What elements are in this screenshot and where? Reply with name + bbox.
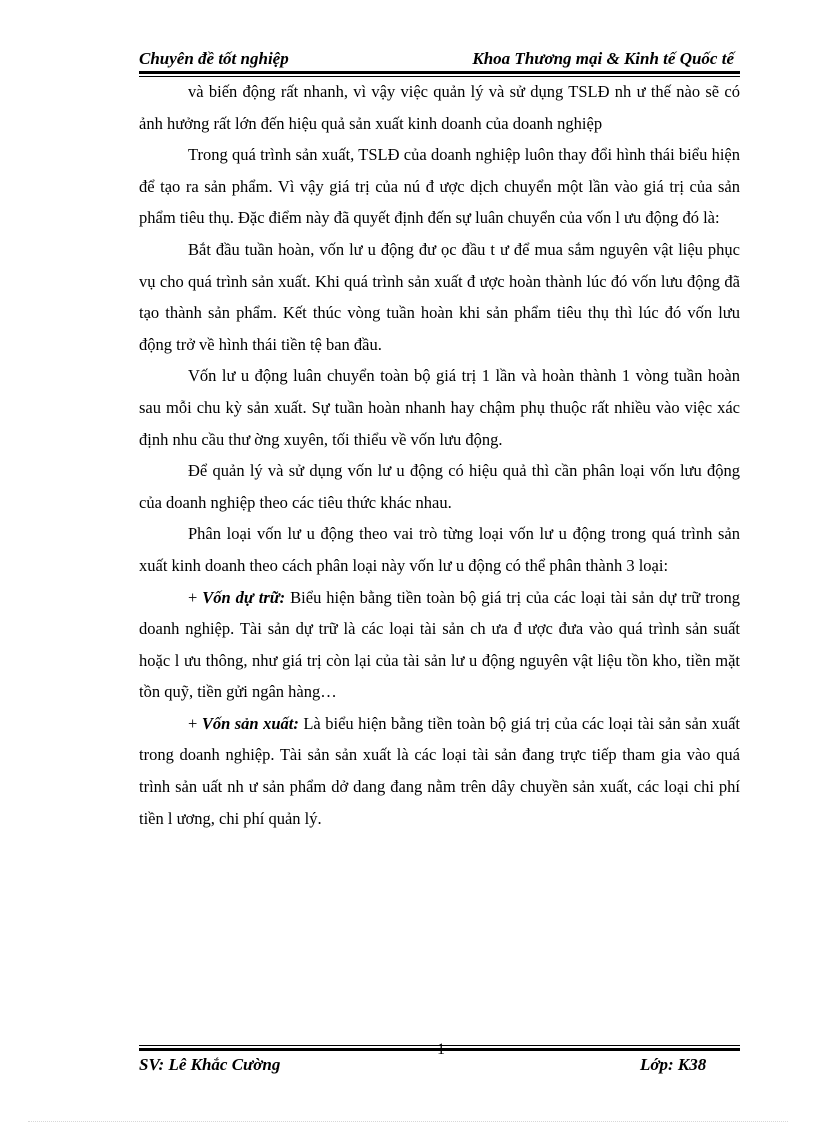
header-rule-thick (139, 71, 740, 74)
list-item-prefix: + (188, 587, 203, 607)
paragraph-continuation: và biến động rất nhanh, vì vậy việc quản lý và sử dụng TSLĐ nh ư thế nào sẽ có ảnh hưởng rất lớn đến hiệu quả sản xuất kinh doanh của doanh nghiệp (139, 82, 740, 133)
page-number: 1 (437, 1041, 445, 1058)
body-text (139, 76, 740, 834)
list-item-reserve-capital (139, 582, 740, 708)
list-item-prefix: + (188, 713, 202, 733)
paragraph-tsld-form: Trong quá trình sản xuất, TSLĐ của doanh nghiệp luôn thay đổi hình thái biểu hiện để tạo ra sản phẩm. Vì vậy giá trị của nú đ ược dịch chuyển một lần vào giá trị của sản phẩm tiêu thụ. Đặc điểm này đã quyết định đến sự luân chuyển của vốn l ưu động đó là: (139, 145, 740, 228)
paragraph-circulation-cycle: Vốn lư u động luân chuyển toàn bộ giá trị 1 lần và hoàn thành 1 vòng tuần hoàn sau mỗi chu kỳ sản xuất. Sự tuần hoàn nhanh hay chậm phụ thuộc rất nhiều vào việc xác định nhu cầu thư ờng xuyên, tối thiểu về vốn lưu động. (139, 366, 740, 449)
paragraph-management: Để quản lý và sử dụng vốn lư u động có hiệu quả thì cần phân loại vốn lưu động của doanh nghiệp theo các tiêu thức khác nhau. (139, 461, 740, 512)
list-item-text: Biểu hiện bằng tiền toàn bộ giá trị của các loại tài sản dự trữ trong doanh nghiệp. Tài sản dự trữ là các loại tài sản ch ưa đ ược đưa vào quá trình sản suất hoặc l ưu thông, như giá trị còn lại của tài sản lư u động nguyên vật liệu tồn kho, tiền mặt tồn quỹ, tiền gửi ngân hàng… (139, 587, 740, 702)
header-title-right: Khoa Thương mại & Kinh tế Quốc tế (472, 49, 734, 68)
footer-student: SV: Lê Khắc Cường (139, 1055, 281, 1074)
list-item-text: Là biểu hiện bằng tiền toàn bộ giá trị của các loại tài sản sản xuất trong doanh nghiệp. Tài sản sản xuất là các loại tài sản đang trực tiếp tham gia vào quá trình sản uất nh ư sản phẩm dở dang đang nằm trên dây chuyền sản xuất, các loại chi phí tiền l ương, chi phí quản lý. (139, 713, 740, 828)
list-item-term: Vốn sản xuất: (201, 713, 299, 733)
page-header (139, 49, 740, 71)
footer-class: Lớp: K38 (640, 1055, 707, 1074)
paragraph-circulation-start: Bắt đầu tuần hoàn, vốn lư u động đư ọc đầu t ư để mua sắm nguyên vật liệu phục vụ cho quá trình sản xuất. Khi quá trình sản xuất đ ược hoàn thành lúc đó vốn lưu động đã tạo thành sản phẩm. Kết thúc vòng tuần hoàn khi sản phẩm tiêu thụ thì lúc đó vốn lưu động trở về hình thái tiền tệ ban đầu. (139, 239, 740, 354)
page-edge-divider (28, 1121, 788, 1122)
list-item-term: Vốn dự trữ: (202, 587, 286, 607)
list-item-production-capital (139, 708, 740, 834)
header-title-left: Chuyên đề tốt nghiệp (139, 49, 289, 68)
paragraph-classification: Phân loại vốn lư u động theo vai trò từng loại vốn lư u động trong quá trình sản xuất kinh doanh theo cách phân loại này vốn lư u động có thể phân thành 3 loại: (139, 524, 740, 575)
